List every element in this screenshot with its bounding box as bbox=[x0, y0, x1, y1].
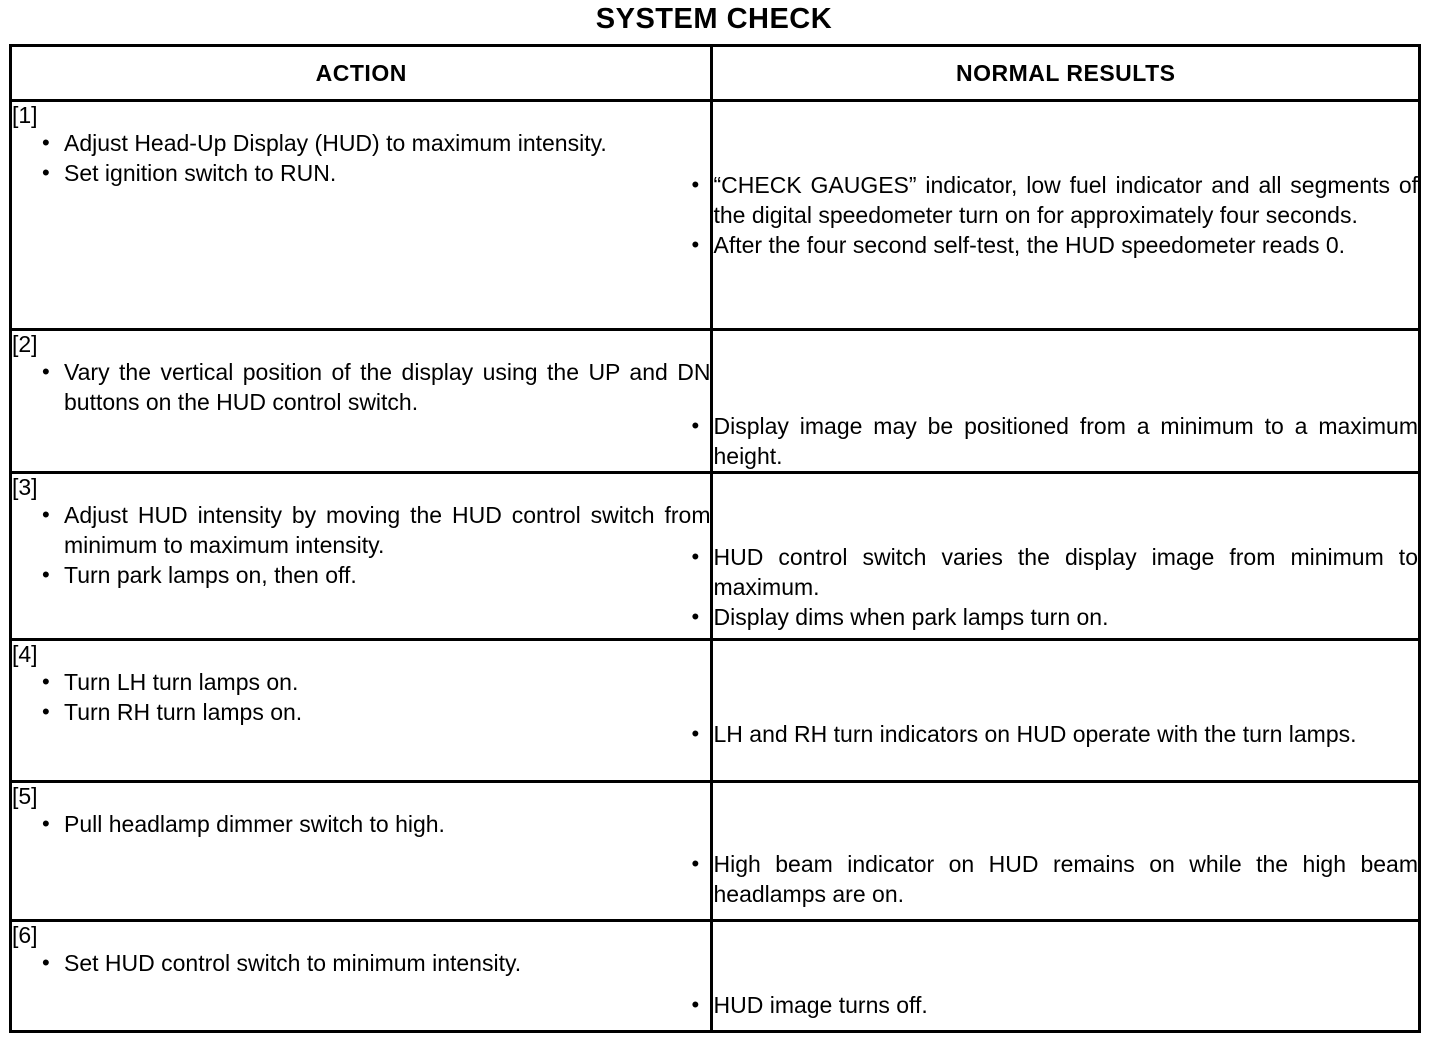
bullet-icon: • bbox=[42, 950, 50, 975]
action-cell bbox=[11, 921, 712, 1032]
result-cell bbox=[691, 921, 1420, 1032]
action-item bbox=[42, 560, 710, 590]
action-text: Pull headlamp dimmer switch to high. bbox=[64, 811, 445, 837]
result-cell bbox=[691, 101, 1420, 330]
result-text: After the four second self-test, the HUD speedometer reads 0. bbox=[713, 232, 1346, 258]
result-cell bbox=[691, 782, 1420, 921]
action-text: Vary the vertical position of the display using the UP and DN buttons on the HUD control switch. bbox=[64, 359, 711, 415]
table-row bbox=[11, 921, 1420, 1032]
action-item bbox=[42, 809, 710, 839]
result-text: Display image may be positioned from a minimum to a maximum height. bbox=[713, 413, 1418, 469]
result-list bbox=[691, 542, 1418, 632]
result-item bbox=[691, 542, 1418, 602]
action-column-header: ACTION bbox=[11, 46, 712, 101]
result-text: HUD control switch varies the display image from minimum to maximum. bbox=[713, 544, 1418, 600]
bullet-icon: • bbox=[691, 721, 700, 746]
table-row bbox=[11, 473, 1420, 640]
action-list bbox=[12, 809, 710, 839]
table-row bbox=[11, 640, 1420, 782]
result-list bbox=[691, 849, 1418, 909]
result-list bbox=[691, 411, 1418, 471]
step-number: [6] bbox=[12, 922, 38, 948]
result-item bbox=[691, 411, 1418, 471]
action-item bbox=[42, 697, 710, 727]
step-number: [4] bbox=[12, 641, 38, 667]
action-text: Turn LH turn lamps on. bbox=[64, 669, 299, 695]
action-cell bbox=[11, 473, 712, 640]
bullet-icon: • bbox=[691, 992, 700, 1017]
action-cell bbox=[11, 330, 712, 473]
step-number: [5] bbox=[12, 783, 38, 809]
result-cell bbox=[691, 640, 1420, 782]
action-item bbox=[42, 500, 711, 560]
bullet-icon: • bbox=[42, 502, 50, 527]
result-item bbox=[691, 230, 1418, 260]
bullet-icon: • bbox=[691, 172, 700, 197]
action-item bbox=[42, 948, 710, 978]
action-list bbox=[12, 500, 710, 590]
action-text: Turn RH turn lamps on. bbox=[64, 699, 303, 725]
result-item bbox=[691, 719, 1418, 749]
bullet-icon: • bbox=[691, 413, 700, 438]
action-text: Turn park lamps on, then off. bbox=[64, 562, 357, 588]
action-list bbox=[12, 357, 710, 417]
system-check-table bbox=[9, 44, 1421, 1033]
bullet-icon: • bbox=[42, 669, 50, 694]
bullet-icon: • bbox=[42, 130, 50, 155]
action-item bbox=[42, 128, 710, 158]
step-number: [3] bbox=[12, 474, 38, 500]
result-cell bbox=[691, 473, 1420, 640]
bullet-icon: • bbox=[42, 359, 50, 384]
action-text: Adjust Head-Up Display (HUD) to maximum intensity. bbox=[64, 130, 607, 156]
page-title: SYSTEM CHECK bbox=[595, 3, 833, 35]
result-list bbox=[691, 990, 1418, 1020]
action-text: Set ignition switch to RUN. bbox=[64, 160, 337, 186]
result-text: “CHECK GAUGES” indicator, low fuel indicator and all segments of the digital speedometer turn on for approximately four seconds. bbox=[713, 172, 1418, 228]
result-cell bbox=[691, 330, 1420, 473]
bullet-icon: • bbox=[42, 811, 50, 836]
table-row bbox=[11, 330, 1420, 473]
normal-results-column-header: NORMAL RESULTS bbox=[712, 46, 1420, 101]
action-list bbox=[12, 667, 710, 727]
result-list bbox=[691, 170, 1418, 260]
result-item bbox=[691, 849, 1418, 909]
step-number: [1] bbox=[12, 102, 38, 128]
action-list bbox=[12, 948, 710, 978]
bullet-icon: • bbox=[42, 562, 50, 587]
action-text: Adjust HUD intensity by moving the HUD control switch from minimum to maximum intensity. bbox=[64, 502, 711, 558]
result-text: HUD image turns off. bbox=[713, 992, 928, 1018]
result-item bbox=[691, 990, 1418, 1020]
action-list bbox=[12, 128, 710, 188]
result-item bbox=[691, 602, 1418, 632]
bullet-icon: • bbox=[691, 604, 700, 629]
result-item bbox=[691, 170, 1418, 230]
table-row bbox=[11, 782, 1420, 921]
bullet-icon: • bbox=[42, 160, 50, 185]
bullet-icon: • bbox=[42, 699, 50, 724]
bullet-icon: • bbox=[691, 851, 700, 876]
result-text: High beam indicator on HUD remains on while the high beam headlamps are on. bbox=[713, 851, 1418, 907]
step-number: [2] bbox=[12, 331, 38, 357]
action-cell bbox=[11, 640, 712, 782]
result-text: Display dims when park lamps turn on. bbox=[713, 604, 1109, 630]
result-list bbox=[691, 719, 1418, 749]
bullet-icon: • bbox=[691, 232, 700, 257]
action-item bbox=[42, 357, 711, 417]
action-item bbox=[42, 158, 710, 188]
bullet-icon: • bbox=[691, 544, 700, 569]
action-item bbox=[42, 667, 710, 697]
action-cell bbox=[11, 101, 712, 330]
result-text: LH and RH turn indicators on HUD operate with the turn lamps. bbox=[713, 721, 1357, 747]
table-header-row bbox=[11, 46, 1420, 101]
action-cell bbox=[11, 782, 712, 921]
table-row bbox=[11, 101, 1420, 330]
action-text: Set HUD control switch to minimum intensity. bbox=[64, 950, 522, 976]
